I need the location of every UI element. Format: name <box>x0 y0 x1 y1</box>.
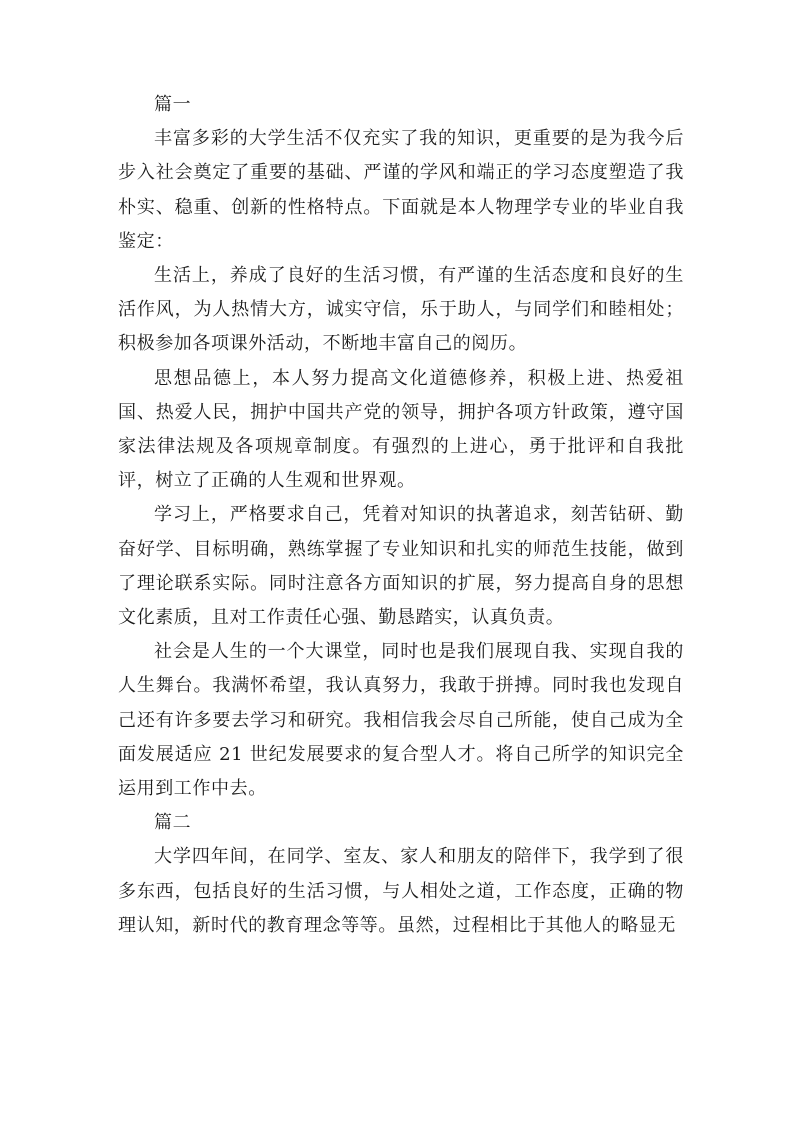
paragraph-study: 学习上，严格要求自己，凭着对知识的执著追求，刻苦钻研、勤奋好学、目标明确，熟练掌握了专业知识和扎实的师范生技能，做到了理论联系实际。同时注意各方面知识的扩展，努力提高自身的思想文化素质，且对工作责任心强、勤恳踏实，认真负责。 <box>118 504 684 629</box>
paragraph-four-years: 大学四年间，在同学、室友、家人和朋友的陪伴下，我学到了很多东西，包括良好的生活习惯，与人相处之道，工作态度，正确的物理认知，新时代的教育理念等等。虽然，过程相比于其他人的略显无 <box>118 846 684 936</box>
paragraph-morality: 思想品德上，本人努力提高文化道德修养，积极上进、热爱祖国、热爱人民，拥护中国共产党的领导，拥护各项方针政策，遵守国家法律法规及各项规章制度。有强烈的上进心，勇于批评和自我批评，树立了正确的人生观和世界观。 <box>118 367 684 492</box>
document-body <box>118 88 684 943</box>
paragraph-intro: 丰富多彩的大学生活不仅充实了我的知识，更重要的是为我今后步入社会奠定了重要的基础、严谨的学风和端正的学习态度塑造了我朴实、稳重、创新的性格特点。下面就是本人物理学专业的毕业自我鉴定： <box>118 128 684 252</box>
paragraph-society: 社会是人生的一个大课堂，同时也是我们展现自我、实现自我的人生舞台。我满怀希望，我认真努力，我敢于拼搏。同时我也发现自己还有许多要去学习和研究。我相信我会尽自己所能，使自己成为全面发展适应 21 世纪发展要求的复合型人才。将自己所学的知识完全运用到工作中去。 <box>118 641 684 800</box>
section-heading-1: 篇一 <box>154 94 192 115</box>
paragraph-life: 生活上，养成了良好的生活习惯，有严谨的生活态度和良好的生活作风，为人热情大方，诚实守信，乐于助人，与同学们和睦相处；积极参加各项课外活动，不断地丰富自己的阅历。 <box>118 265 684 355</box>
section-heading-2: 篇二 <box>154 812 192 834</box>
